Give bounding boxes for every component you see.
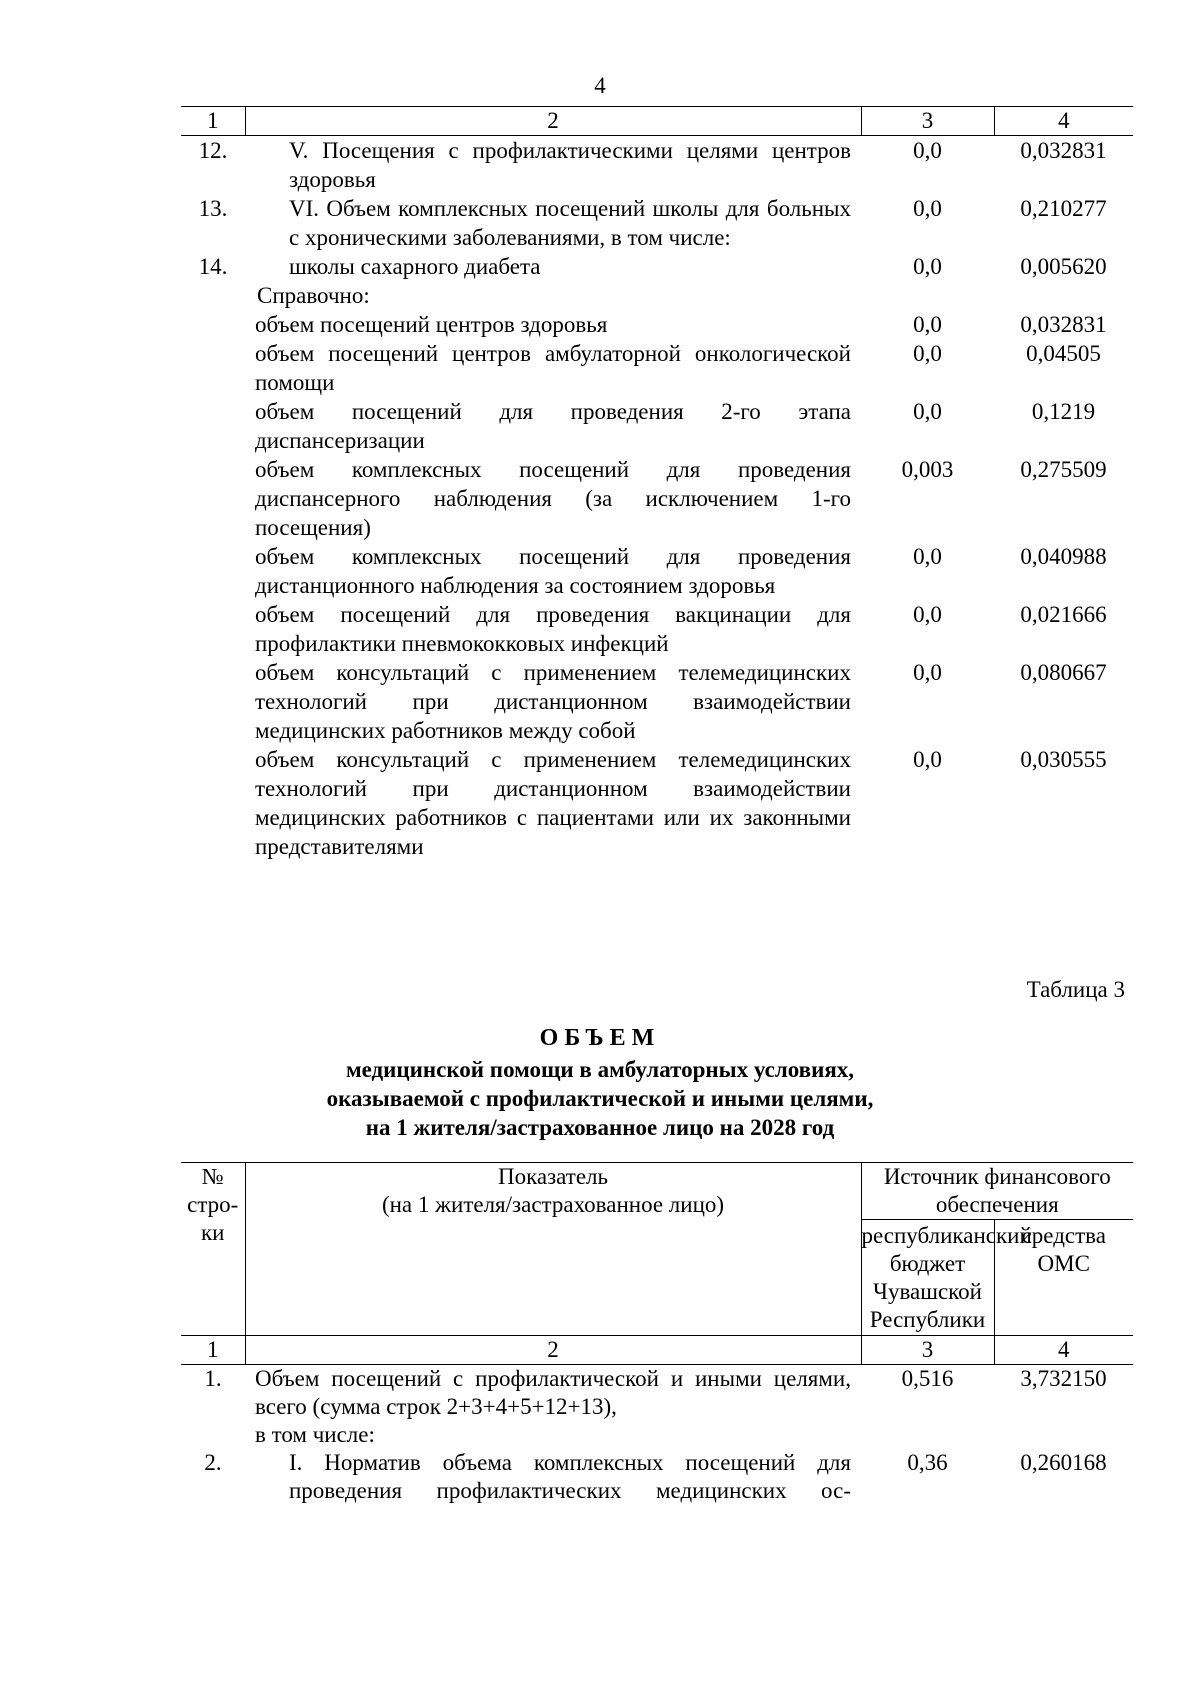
subtitle-line: оказываемой с профилактической и иными целями, bbox=[326, 1086, 874, 1111]
reference-row bbox=[181, 310, 1133, 339]
oms-value: 0,04505 bbox=[1026, 341, 1101, 366]
page-number: 4 bbox=[594, 73, 606, 98]
reference-row bbox=[181, 339, 1133, 397]
row-number: 1. bbox=[204, 1366, 222, 1391]
oms-value: 0,1219 bbox=[1031, 399, 1096, 424]
oms-value: 0,260168 bbox=[1020, 1450, 1107, 1475]
row-number: 14. bbox=[198, 254, 228, 279]
oms-value: 0,021666 bbox=[1020, 602, 1107, 627]
republic-budget-value: 0,0 bbox=[913, 660, 942, 685]
oms-value: 0,030555 bbox=[1020, 747, 1107, 772]
reference-row bbox=[181, 745, 1133, 861]
column-number: 1 bbox=[181, 107, 245, 136]
republic-budget-value: 0,003 bbox=[901, 457, 954, 482]
reference-label-row bbox=[181, 281, 1133, 310]
republic-budget-value: 0,516 bbox=[901, 1366, 954, 1391]
republic-budget-value: 0,0 bbox=[913, 399, 942, 424]
oms-value: 0,005620 bbox=[1020, 254, 1107, 279]
republic-budget-header: республиканский бюджет Чувашской Республики bbox=[861, 1220, 994, 1336]
republic-budget-value: 0,0 bbox=[913, 196, 942, 221]
table-header-row bbox=[181, 1163, 1133, 1220]
column-numbering-row bbox=[181, 107, 1133, 136]
subtitle-line: на 1 жителя/застрахованное лицо на 2028 год bbox=[365, 1115, 835, 1140]
reference-indicator: объем посещений для проведения 2-го этапа диспансеризации bbox=[255, 399, 851, 453]
reference-indicator: объем посещений центров здоровья bbox=[255, 312, 608, 337]
oms-funds-header: средства ОМС bbox=[994, 1220, 1133, 1336]
row-number: 2. bbox=[204, 1450, 222, 1475]
republic-budget-value: 0,0 bbox=[913, 544, 942, 569]
subtitle-line: медицинской помощи в амбулаторных условиях, bbox=[345, 1057, 855, 1082]
column-number: 2 bbox=[245, 1336, 861, 1365]
row-number: 13. bbox=[198, 196, 228, 221]
republic-budget-value: 0,0 bbox=[913, 254, 942, 279]
oms-value: 0,032831 bbox=[1020, 138, 1107, 163]
indicator-header bbox=[245, 1163, 861, 1336]
funding-source-header: Источник финансового обеспечения bbox=[861, 1163, 1133, 1220]
reference-indicator: объем консультаций с применением телемедицинских технологий при дистанционном взаимодействии медицинских работников с пациентами или их законными представителями bbox=[255, 747, 851, 859]
reference-row bbox=[181, 542, 1133, 600]
indicator-header-line: Показатель bbox=[497, 1164, 609, 1189]
reference-row bbox=[181, 600, 1133, 658]
column-number: 1 bbox=[181, 1336, 245, 1365]
reference-indicator: объем консультаций с применением телемедицинских технологий при дистанционном взаимодействии медицинских работников между собой bbox=[255, 660, 851, 743]
row-indicator: школы сахарного диабета bbox=[289, 254, 541, 279]
reference-row bbox=[181, 658, 1133, 745]
table-row bbox=[181, 1365, 1133, 1450]
reference-row bbox=[181, 455, 1133, 542]
oms-value: 0,032831 bbox=[1020, 312, 1107, 337]
table-row bbox=[181, 252, 1133, 281]
republic-budget-value: 0,0 bbox=[913, 312, 942, 337]
oms-value: 0,275509 bbox=[1020, 457, 1107, 482]
row-indicator: V. Посещения с профилактическими целями центров здоровья bbox=[289, 138, 851, 192]
oms-value: 0,080667 bbox=[1020, 660, 1107, 685]
oms-value: 0,210277 bbox=[1020, 196, 1107, 221]
table-title: ОБЪЕМ bbox=[539, 1025, 661, 1051]
column-number: 4 bbox=[994, 1336, 1133, 1365]
row-indicator: Объем посещений с профилактической и иными целями, всего (сумма строк 2+3+4+5+12+13), bbox=[255, 1366, 851, 1419]
reference-indicator: объем комплексных посещений для проведения дистанционного наблюдения за состоянием здоровья bbox=[255, 544, 851, 598]
column-numbering-row bbox=[181, 1336, 1133, 1365]
table-label: Таблица 3 bbox=[1026, 977, 1125, 1002]
row-indicator: VI. Объем комплексных посещений школы для больных с хроническими заболеваниями, в том числе: bbox=[289, 196, 851, 250]
table-row bbox=[181, 1449, 1133, 1505]
indicator-header-line: (на 1 жителя/застрахованное лицо) bbox=[381, 1192, 725, 1217]
republic-budget-value: 0,36 bbox=[907, 1450, 948, 1475]
row-number: 12. bbox=[198, 138, 228, 163]
oms-value: 3,732150 bbox=[1020, 1366, 1107, 1391]
column-number: 3 bbox=[861, 1336, 994, 1365]
reference-indicator: объем посещений центров амбулаторной онкологической помощи bbox=[255, 341, 851, 395]
row-indicator: I. Норматив объема комплексных посещений для проведения профилактических медицинских ос- bbox=[289, 1450, 851, 1503]
column-number: 4 bbox=[994, 107, 1133, 136]
republic-budget-value: 0,0 bbox=[913, 138, 942, 163]
row-number-header: № стро-ки bbox=[181, 1163, 245, 1336]
volume-table-2028 bbox=[181, 1162, 1133, 1505]
table-row bbox=[181, 136, 1133, 195]
table-row bbox=[181, 194, 1133, 252]
republic-budget-value: 0,0 bbox=[913, 341, 942, 366]
column-number: 2 bbox=[245, 107, 861, 136]
reference-label: Справочно: bbox=[257, 283, 370, 308]
column-number: 3 bbox=[861, 107, 994, 136]
row-indicator-continuation: в том числе: bbox=[255, 1422, 375, 1447]
reference-indicator: объем комплексных посещений для проведения диспансерного наблюдения (за исключением 1-го посещения) bbox=[255, 457, 851, 540]
republic-budget-value: 0,0 bbox=[913, 602, 942, 627]
table-subtitle bbox=[0, 1055, 1200, 1142]
reference-indicator: объем посещений для проведения вакцинации для профилактики пневмококковых инфекций bbox=[255, 602, 851, 656]
reference-row bbox=[181, 397, 1133, 455]
volume-table-continuation bbox=[181, 106, 1133, 861]
republic-budget-value: 0,0 bbox=[913, 747, 942, 772]
oms-value: 0,040988 bbox=[1020, 544, 1107, 569]
